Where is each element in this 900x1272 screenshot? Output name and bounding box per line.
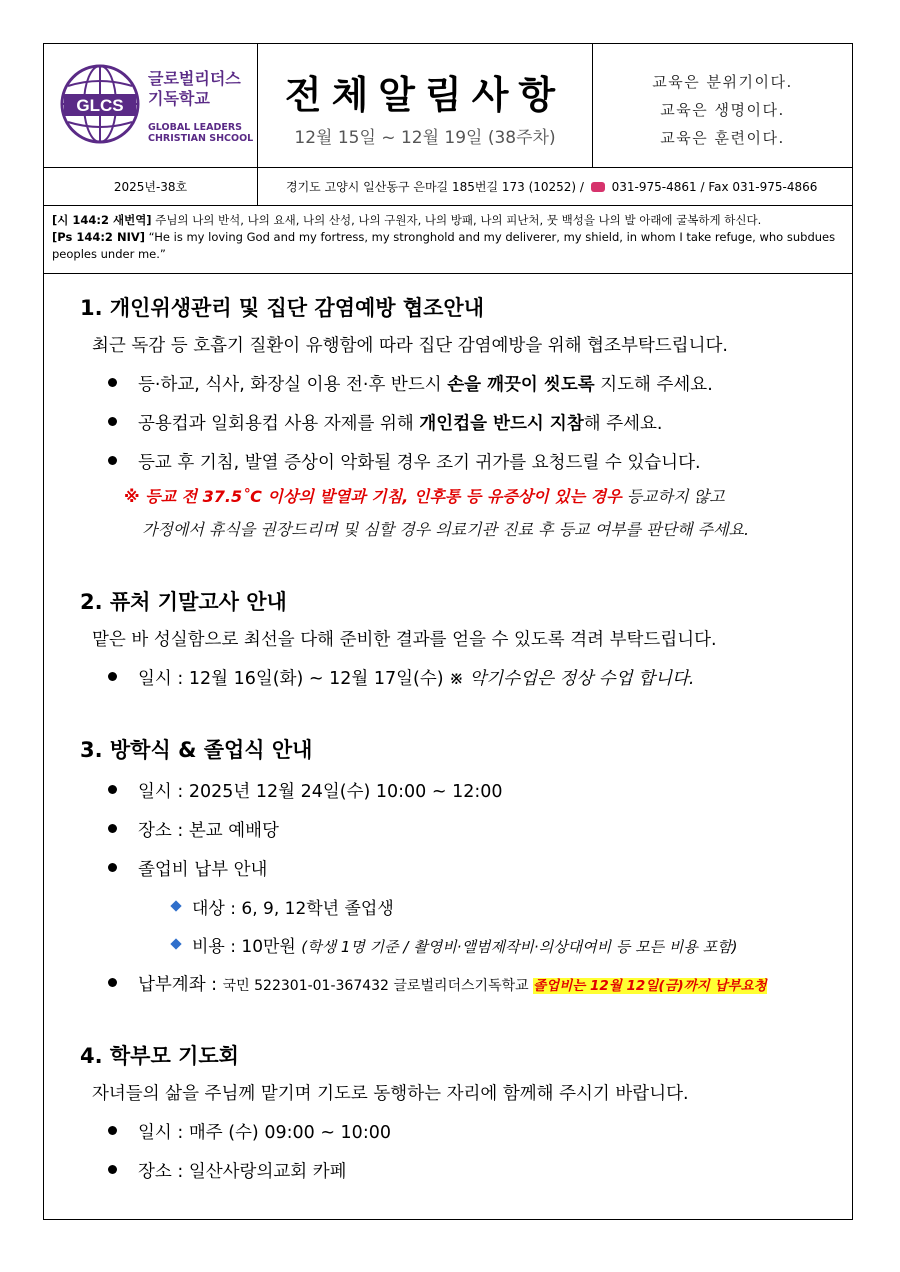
verse-english <box>52 229 844 263</box>
bullet-icon <box>108 978 117 987</box>
contact-info <box>258 168 852 205</box>
section-intro: 최근 독감 등 호흡기 질환이 유행함에 따라 집단 감염예방을 위해 협조부탁드립니다. <box>92 336 728 356</box>
list-item: 일시 : 12월 16일(화) ~ 12월 17일(수) ※ 악기수업은 정상 수업 합니다. <box>102 665 850 690</box>
bullet-icon <box>108 1165 117 1174</box>
verse-korean <box>52 212 844 229</box>
bullet-icon <box>108 456 117 465</box>
page-title: 전체알림사항 <box>284 73 566 117</box>
logo-kr-line2: 기독학교 <box>148 89 210 108</box>
logo-korean-name <box>148 69 241 109</box>
section-ceremony <box>80 734 850 996</box>
fever-notice-cont: 가정에서 휴식을 권장드리며 및 심할 경우 의료기관 진료 후 등교 여부를 판단해 주세요. <box>142 520 750 539</box>
motto-line: 교육은 생명이다. <box>660 101 785 119</box>
payment-deadline-highlight: 졸업비는 12월 12일(금)까지 납부요청 <box>533 978 767 994</box>
list-item: 일시 : 매주 (수) 09:00 ~ 10:00 <box>102 1119 850 1144</box>
motto-line: 교육은 훈련이다. <box>660 129 785 147</box>
motto-block <box>593 44 852 167</box>
globe-logo-icon <box>58 62 142 146</box>
section-hygiene <box>80 292 850 540</box>
phone-fax: 031-975-4861 / Fax 031-975-4866 <box>611 180 818 194</box>
section-prayer <box>80 1040 850 1183</box>
info-row <box>44 168 852 206</box>
sub-list-item: 대상 : 6, 9, 12학년 졸업생 <box>172 894 850 919</box>
section-title: 1. 개인위생관리 및 집단 감염예방 협조안내 <box>80 296 485 320</box>
list-item: 공용컵과 일회용컵 사용 자제를 위해 개인컵을 반드시 지참해 주세요. <box>102 410 850 435</box>
motto-line: 교육은 분위기이다. <box>652 73 793 91</box>
list-item: 장소 : 본교 예배당 <box>102 817 850 842</box>
section-title: 4. 학부모 기도회 <box>80 1044 239 1068</box>
title-block <box>258 44 593 167</box>
logo-english-name <box>148 122 253 144</box>
school-logo <box>44 44 258 167</box>
bullet-icon <box>108 824 117 833</box>
section-intro: 자녀들의 삶을 주님께 맡기며 기도로 동행하는 자리에 함께해 주시기 바랍니다. <box>92 1084 689 1104</box>
bullet-icon <box>108 672 117 681</box>
list-item: 등교 후 기침, 발열 증상이 악화될 경우 조기 귀가를 요청드릴 수 있습니다. <box>102 449 850 474</box>
list-item: 등·하교, 식사, 화장실 이용 전·후 반드시 손을 깨끗이 씻도록 지도해 주세요. <box>102 371 850 396</box>
phone-icon <box>591 182 605 192</box>
notice-content <box>80 292 850 1183</box>
fever-notice: ※ 등교 전 37.5˚C 이상의 발열과 기침, 인후통 등 유증상이 있는 경우 등교하지 않고 <box>124 487 725 506</box>
verse-kr-ref: [시 144:2 새번역] <box>52 213 152 227</box>
week-range: 12월 15일 ~ 12월 19일 (38주차) <box>294 128 556 148</box>
diamond-bullet-icon <box>170 938 181 949</box>
address: 경기도 고양시 일산동구 은마길 185번길 173 (10252) / <box>286 180 584 194</box>
diamond-bullet-icon <box>170 900 181 911</box>
bullet-icon <box>108 785 117 794</box>
logo-abbr: GLCS <box>76 96 124 115</box>
notice-frame <box>43 43 853 1220</box>
verse-en-ref: [Ps 144:2 NIV] <box>52 230 145 244</box>
issue-number: 2025년-38호 <box>44 168 258 205</box>
bullet-icon <box>108 1126 117 1135</box>
list-item: 납부계좌 : 국민 522301-01-367432 글로벌리더스기독학교 졸업비는 12월 12일(금)까지 납부요청 <box>102 971 850 996</box>
verse-block <box>44 206 852 274</box>
bullet-icon <box>108 378 117 387</box>
logo-en-line2: CHRISTIAN SHCOOL <box>148 133 254 144</box>
list-item: 장소 : 일산사랑의교회 카페 <box>102 1158 850 1183</box>
section-final-exam <box>80 586 850 690</box>
section-title: 3. 방학식 & 졸업식 안내 <box>80 738 313 762</box>
list-item: 졸업비 납부 안내 <box>102 856 850 881</box>
section-title: 2. 퓨처 기말고사 안내 <box>80 590 287 614</box>
sub-list-item: 비용 : 10만원 (학생 1명 기준 / 촬영비·앨범제작비·의상대여비 등 모든 비용 포함) <box>172 932 850 957</box>
bullet-icon <box>108 863 117 872</box>
section-intro: 맡은 바 성실함으로 최선을 다해 준비한 결과를 얻을 수 있도록 격려 부탁드립니다. <box>92 630 717 650</box>
list-item: 일시 : 2025년 12월 24일(수) 10:00 ~ 12:00 <box>102 778 850 803</box>
verse-kr-text: 주님의 나의 반석, 나의 요새, 나의 산성, 나의 구원자, 나의 방패, 나의 피난처, 뭇 백성을 나의 발 아래에 굴복하게 하신다. <box>151 213 762 227</box>
header-row <box>44 44 852 168</box>
verse-en-text: “He is my loving God and my fortress, my stronghold and my deliverer, my shield, in whom I take refuge, who subdues peoples under me.” <box>52 230 836 261</box>
logo-kr-line1: 글로벌리더스 <box>148 69 241 88</box>
logo-en-line1: GLOBAL LEADERS <box>148 122 242 133</box>
bullet-icon <box>108 417 117 426</box>
